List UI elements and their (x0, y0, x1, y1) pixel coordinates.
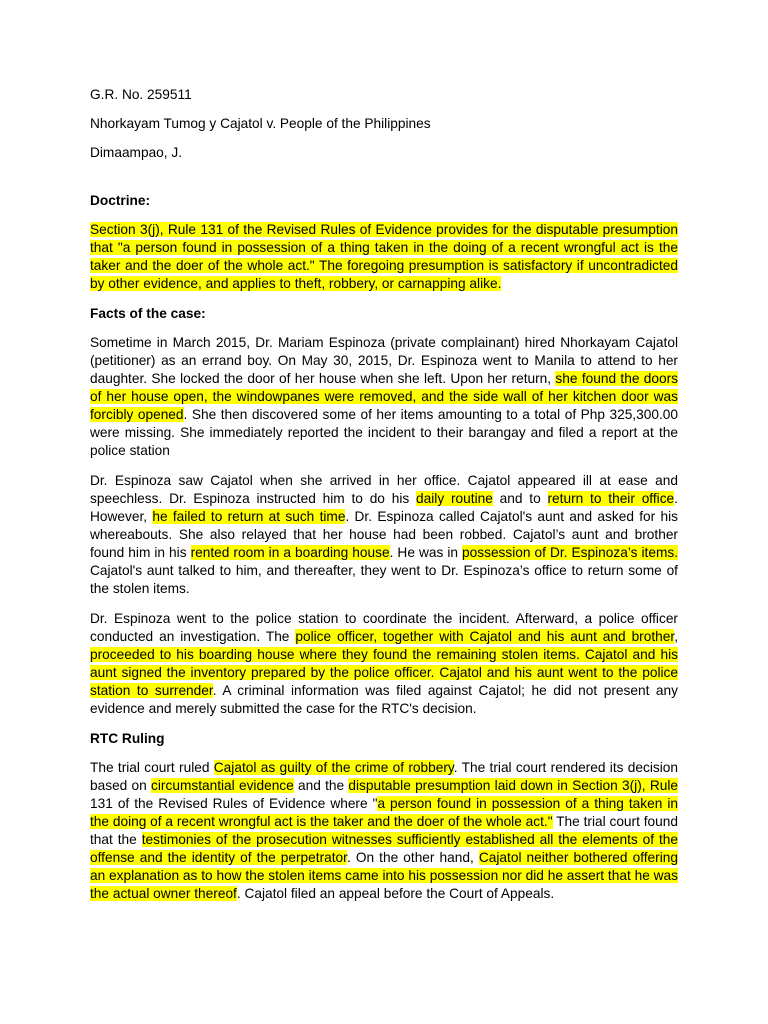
text-run: The trial court found that the (90, 814, 678, 847)
text-run: Dr. Espinoza went to the police station to coordinate the incident. Afterward, a police officer conducted an investigation. The (90, 611, 678, 644)
paragraph (90, 472, 678, 598)
text-run: Cajatol's aunt talked to him, and thereafter, they went to Dr. Espinoza’s office to return some of the stolen items. (90, 563, 678, 596)
text-run: The trial court ruled (90, 760, 214, 775)
paragraph (90, 759, 678, 903)
text-run: Sometime in March 2015, Dr. Mariam Espinoza (private complainant) hired Nhorkayam Cajatol (petitioner) as an errand boy. On May 30, 2015, Dr. Espinoza went to Manila to attend to her daughter. She locked the door of her house when she left. Upon her return, (90, 335, 678, 386)
highlighted-text: a person found in possession of a thing taken in the doing of a recent wrongful act is the taker and the doer of the whole act." (90, 796, 678, 829)
highlighted-text: police officer, together with Cajatol and his aunt and brother (295, 629, 675, 644)
spacer (90, 173, 678, 192)
document-body (90, 192, 678, 903)
paragraph (90, 610, 678, 718)
text-run: . The trial court rendered its decision based on (90, 760, 679, 793)
document-page (90, 86, 678, 915)
highlighted-text: disputable presumption laid down in Section 3(j), Rule (348, 778, 678, 793)
ponente: Dimaampao, J. (90, 145, 183, 160)
text-run: . She then discovered some of her items amounting to a total of Php 325,300.00 were missing. She immediately reported the incident to their barangay and filed a report at the police station (90, 407, 678, 458)
highlighted-text: Cajatol as guilty of the crime of robbery (213, 760, 454, 775)
text-run: and to (492, 491, 548, 506)
text-run: . Cajatol filed an appeal before the Court of Appeals. (236, 886, 555, 901)
text-run: . Dr. Espinoza called Cajatol's aunt and asked for his whereabouts. She also relayed that her house had been robbed. Cajatol’s aunt and brother found him in his (90, 509, 679, 560)
paragraph (90, 221, 678, 293)
text-run: and the (293, 778, 349, 793)
highlighted-text: return to their office (547, 491, 675, 506)
highlighted-text: Section 3(j), Rule 131 of the Revised Rules of Evidence provides for the disputable presumption that "a person found in possession of a thing taken in the doing of a recent wrongful act is the taker and the doer of the whole act." The foregoing presumption is satisfactory if uncontradicted by other evidence, and applies to theft, robbery, or carnapping alike. (90, 222, 678, 291)
case-number: G.R. No. 259511 (90, 87, 192, 102)
text-run: . On the other hand, (346, 850, 479, 865)
highlighted-text: testimonies of the prosecution witnesses sufficiently established all the elements of the offense and the identity of the perpetrator (90, 832, 679, 865)
highlighted-text: he failed to return at such time (152, 509, 346, 524)
section-heading: Facts of the case: (90, 306, 206, 321)
highlighted-text: Cajatol neither bothered offering an explanation as to how the stolen items came into his possession nor did he assert that he was the actual owner thereof (90, 850, 678, 901)
section-heading: RTC Ruling (90, 731, 165, 746)
highlighted-text: circumstantial evidence (151, 778, 294, 793)
text-run: Dr. Espinoza saw Cajatol when she arrived in her office. Cajatol appeared ill at ease and speechless. Dr. Espinoza instructed him to do his (90, 473, 678, 506)
section-heading: Doctrine: (90, 193, 151, 208)
text-run: . A criminal information was filed against Cajatol; he did not present any evidence and merely submitted the case for the RTC's decision. (90, 683, 679, 716)
paragraph (90, 334, 678, 460)
case-title: Nhorkayam Tumog y Cajatol v. People of the Philippines (90, 116, 431, 131)
text-run: . He was in (389, 545, 463, 560)
highlighted-text: she found the doors of her house open, the windowpanes were removed, and the side wall of her kitchen door was forcibly opened (90, 371, 678, 422)
text-run: , (674, 629, 678, 644)
highlighted-text: possession of Dr. Espinoza’s items. (462, 545, 678, 560)
highlighted-text: daily routine (416, 491, 493, 506)
highlighted-text: proceeded to his boarding house where they found the remaining stolen items. Cajatol and his aunt signed the inventory prepared by the police officer. Cajatol and his aunt went to the police station to surrender (90, 647, 678, 698)
highlighted-text: rented room in a boarding house (190, 545, 390, 560)
text-run: 131 of the Revised Rules of Evidence where " (90, 796, 378, 811)
text-run: . However, (90, 491, 678, 524)
